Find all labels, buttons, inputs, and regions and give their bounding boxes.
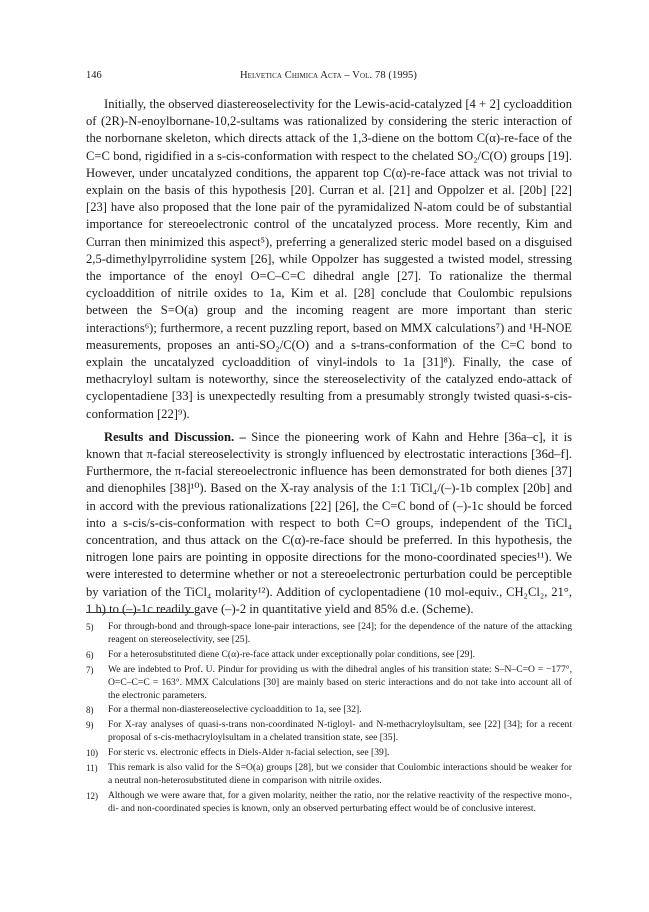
footnote-text: For a heterosubstituted diene C(α)-re-face attack under exceptionally polar conditions, see [29]. xyxy=(108,648,476,660)
footnote xyxy=(86,719,572,745)
footnote xyxy=(86,747,572,760)
footnote-text: For X-ray analyses of quasi-s-trans non-coordinated N-tigloyl- and N-methacryloylsultam, see [22] [34]; for a recent proposal of s-cis-methacryloylsultam in a chelated transition state, see [35]. xyxy=(108,719,572,744)
footnote xyxy=(86,790,572,816)
footnote xyxy=(86,664,572,703)
footnote-mark: 11) xyxy=(86,763,98,774)
footnote-text: This remark is also valid for the S=O(a) groups [28], but we consider that Coulombic interactions should be weaker for a neutral non-heterosubstituted diene in comparison with nitrile oxides. xyxy=(108,762,572,786)
footnote-text: Although we were aware that, for a given molarity, neither the ratio, nor the relative reactivity of the respective mono-, di- and non-coordinated species is known, only an observed perturbating effect would be of conclusive interest. xyxy=(108,789,572,814)
section-heading: Results and Discussion. – xyxy=(104,429,246,444)
footnote xyxy=(86,649,572,662)
main-text xyxy=(86,96,572,618)
footnote-mark: 7) xyxy=(86,664,94,675)
footnote-mark: 9) xyxy=(86,720,94,731)
footnote-text: We are indebted to Prof. U. Pindur for providing us with the dihedral angles of his transition state: S–N–C=O = −177°, O=C–C=C = 163°. MMX Calculations [30] are mainly based on steric interactions and do not take into account all of the electronic parameters. xyxy=(108,663,572,701)
footnote xyxy=(86,621,572,647)
page-number: 146 xyxy=(86,70,102,81)
footnote-text: For steric vs. electronic effects in Diels-Alder π-facial selection, see [39]. xyxy=(108,747,390,759)
paragraph-results xyxy=(86,429,572,618)
footnote xyxy=(86,762,572,788)
footnote-text: For a thermal non-diastereoselective cycloaddition to 1a, see [32]. xyxy=(108,704,362,716)
footnote-mark: 5) xyxy=(86,622,94,632)
footnote-mark: 12) xyxy=(86,790,98,801)
footnote xyxy=(86,704,572,717)
footnote-mark: 8) xyxy=(86,705,94,716)
footnote-mark: 6) xyxy=(86,649,94,660)
running-header xyxy=(86,70,571,86)
footnotes xyxy=(86,621,572,818)
paragraph-intro: Initially, the observed diastereoselectivity for the Lewis-acid-catalyzed [4 + 2] cycloaddition of (2R)-N-enoylbornane-10,2-sultams was rationalized by considering the steric interaction of the norbornane skeleton, which directs attack of the 1,3-diene on the bottom C(α)-re-face of the C=C bond, rigidified in a s-cis-conformation with respect to the chelated SO₂/C(O) groups [19]. However, under uncatalyzed conditions, the apparent top C(α)-re-face attack was not trivial to explain on the basis of this hypothesis [20]. Curran et al. [21] and Oppolzer et al. [20b] [22] [23] have also proposed that the lone pair of the pyramidalized N-atom could be of substantial importance for stereoelectronic control of the uncatalyzed process. More recently, Kim and Curran then minimized this aspect⁵), preferring a generalized steric model based on a disguised 2,5-dimethylpyrrolidine system [26], while Oppolzer has suggested a twisted model, stressing the importance of the enoyl O=C–C=C dihedral angle [27]. To rationalize the thermal cycloaddition of nitrile oxides to 1a, Kim et al. [28] conclude that Coulombic repulsions between the S=O(a) group and the incoming reagent are more important than steric interactions⁶); furthermore, a recent puzzling report, based on MMX calculations⁷) and ¹H-NOE measurements, proposes an anti-SO₂/C(O) and a s-trans-conformation of the C=C bond to explain the uncatalyzed cycloaddition of vinyl-indols to 1a [31]⁸). Finally, the case of methacryloyl sultam is noteworthy, since the stereoselectivity of the catalyzed endo-attack of cyclopentadiene [33] is unexpectedly resulting from a presumably strongly twisted quasi-s-cis-conformation [22]⁹). xyxy=(86,97,572,421)
footnote-mark: 10) xyxy=(86,748,98,759)
footnote-separator xyxy=(86,612,194,613)
journal-title: Helvetica Chimica Acta – Vol. 78 (1995) xyxy=(239,70,417,81)
footnote-text: For through-bond and through-space lone-pair interactions, see [24]; for the dependence of the nature of the attacking reagent on stereoselectivity, see [25]. xyxy=(108,621,572,645)
paragraph-results-text: Since the pioneering work of Kahn and Hehre [36a–c], it is known that π-facial stereoselectivity is strongly influenced by electrostatic interactions [36d–f]. Furthermore, the π-facial stereoelectronic influence has been demonstrated for both dienes [37] and dienophiles [38]¹⁰). Based on the X-ray analysis of the 1:1 TiCl₄/(–)-1b complex [20b] and in accord with the previous rationalizations [22] [26], the C=C bond of (–)-1c should be forced into a s-cis/s-cis-conformation with respect to both C=O groups, independent of the TiCl₄ concentration, and thus attack on the C(α)-re-face should be preferred. In this hypothesis, the nitrogen lone pairs are pointing in opposite directions for the mono-coordinated species¹¹). We were interested to determine whether or not a stereoelectronic perturbation could be perceptible by variation of the TiCl₄ molarity¹²). Addition of cyclopentadiene (10 mol-equiv., CH₂Cl₂, 21°, 1 h) to (–)-1c readily gave (–)-2 in quantitative yield and 85% d.e. (Scheme). xyxy=(86,429,572,616)
